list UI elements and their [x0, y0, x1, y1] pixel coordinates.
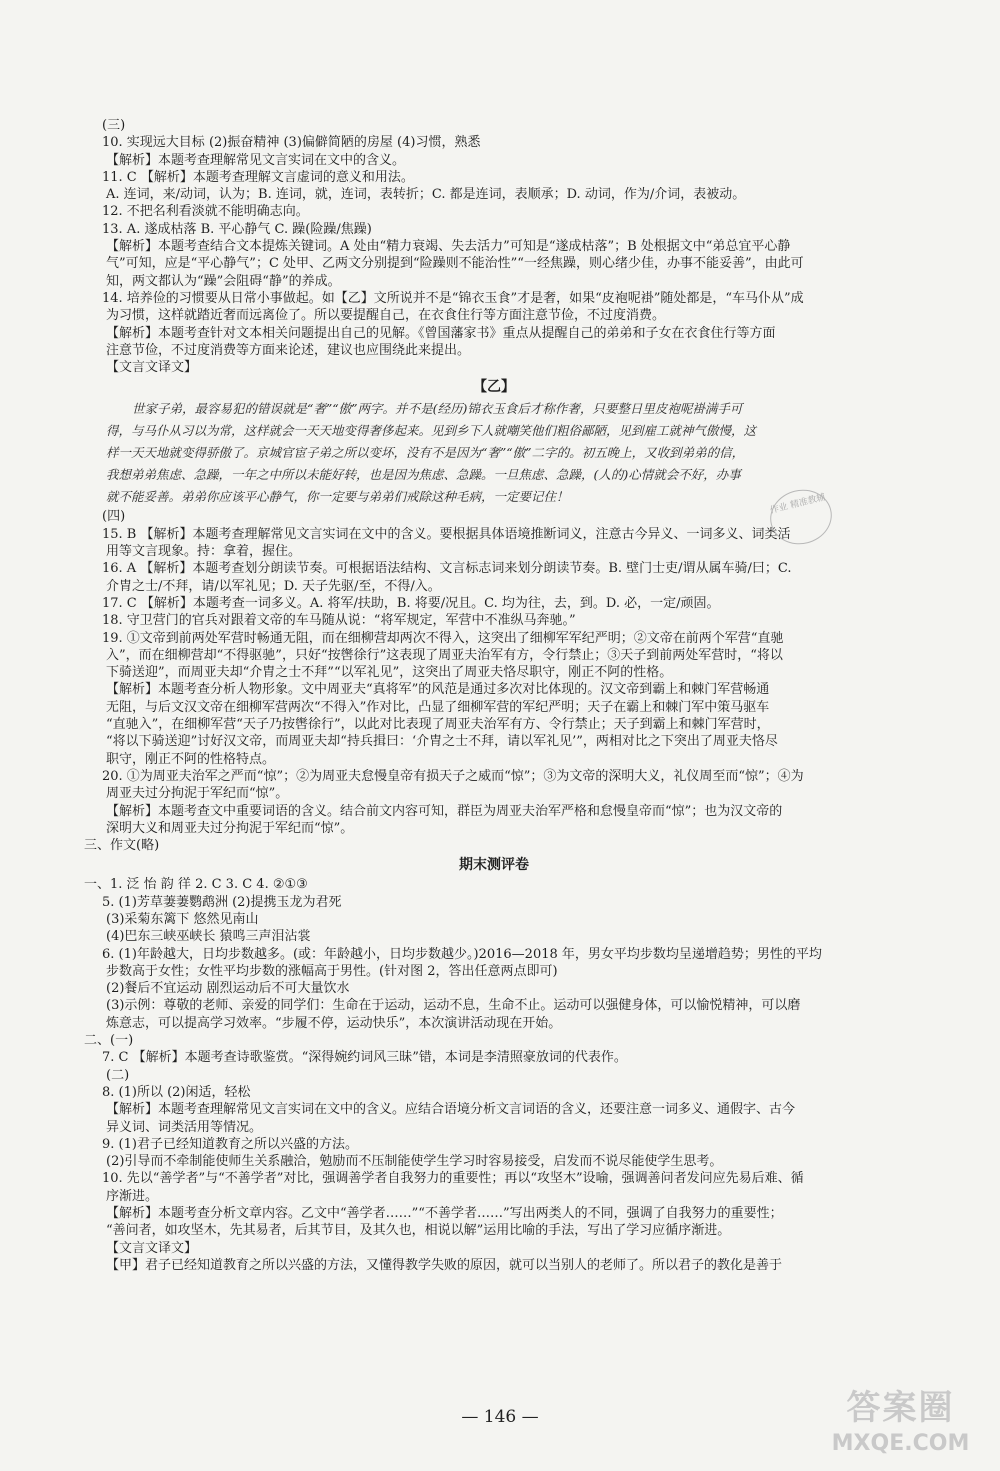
watermark-logo-icon: 答案圈: [846, 1388, 955, 1428]
answer-line: 8. (1)所以 (2)闲适，轻松: [102, 1084, 251, 1100]
answer-line: 【解析】本题考查分析人物形象。文中周亚夫“真将军”的风范是通过多次对比体现的。汉文帝到霸上和棘门军营畅通: [106, 682, 770, 698]
translation-line: 世家子弟，最容易犯的错误就是“奢”“傲”两字。并不是(经历)锦衣玉食后才称作奢，只要整日里皮袍呢褂满手可: [132, 401, 743, 417]
answer-line: 介胄之士/不拜，请/以军礼见；D. 天子先驱/至，不得/入。: [106, 578, 441, 594]
answer-line: 20. ①为周亚夫治军之严而“惊”；②为周亚夫怠慢皇帝有损天子之威而“惊”；③为文帝的深明大义，礼仪周至而“惊”；④为: [102, 768, 804, 784]
answer-line: 11. C 【解析】本题考查理解文言虚词的意义和用法。: [102, 169, 414, 185]
answer-line: 19. ①文帝到前两处军营时畅通无阻，而在细柳营却两次不得入，这突出了细柳军军纪严明；②文帝在前两个军营“直驰: [102, 630, 784, 646]
site-watermark: [813, 1385, 988, 1463]
stamp-logo: 作业 精准教辅: [764, 483, 837, 550]
answer-line: 【解析】本题考查理解常见文言实词在文中的含义。应结合语境分析文言词语的含义，还要注意一词多义、通假字、古今: [106, 1102, 796, 1118]
answer-line: 步数高于女性；女性平均步数的涨幅高于男性。(针对图 2，答出任意两点即可): [106, 963, 558, 979]
answer-line: 入”，而在细柳营却“不得驱驰”，只好“按辔徐行”这表现了周亚夫治军有方，令行禁止；③天子到前两处军营时，“将以: [106, 647, 783, 663]
answer-line: 周亚夫过分拘泥于军纪而“惊”。: [106, 786, 289, 802]
answer-line: “将以下骑送迎”讨好汉文帝，而周亚夫却“持兵揖曰：‘介胄之士不拜，请以军礼见’”，两相对比之下突出了周亚夫恪尽: [106, 734, 778, 750]
answer-line: (3)采菊东篱下 悠然见南山: [106, 911, 259, 927]
answer-line: 一、1. 泛 怡 韵 徉 2. C 3. C 4. ②①③: [84, 877, 308, 893]
answer-line: 序渐进。: [106, 1188, 159, 1204]
answer-content: [84, 117, 904, 1274]
answer-line: 注意节俭，不过度消费等方面来论述，建议也应围绕此来提出。: [106, 342, 471, 358]
answer-line: 16. A 【解析】本题考查划分朗读节奏。可根据语法结构、文言标志词来划分朗读节奏。B. 壁门士吏/谓从属车骑/曰；C.: [102, 561, 792, 577]
answer-line: (3)示例：尊敬的老师、亲爱的同学们：生命在于运动，运动不息，生命不止。运动可以强健身体，可以愉悦精神，可以磨: [106, 998, 801, 1014]
answer-line: 三、作文(略): [84, 838, 160, 854]
answer-line: 10. 实现远大目标 (2)振奋精神 (3)偏僻简陋的房屋 (4)习惯，熟悉: [102, 135, 481, 151]
watermark-url: MXQE.COM: [831, 1431, 970, 1456]
exam-title: 期末测评卷: [459, 857, 529, 874]
answer-line: 18. 守卫营门的官兵对跟着文帝的车马随从说：“将军规定，军营中不准纵马奔驰。”: [102, 613, 576, 629]
answer-line: 【甲】君子已经知道教育之所以兴盛的方法，又懂得教学失败的原因，就可以当别人的老师了。所以君子的教化是善于: [106, 1257, 783, 1273]
answer-line: 10. 先以“善学者”与“不善学者”对比，强调善学者自我努力的重要性；再以“攻坚木”设喻，强调善问者发问应先易后难、循: [102, 1171, 804, 1187]
answer-line: 12. 不把名利看淡就不能明确志向。: [102, 204, 309, 220]
translation-line: 就不能妥善。弟弟你应该平心静气，你一定要与弟弟们戒除这种毛病，一定要记住！: [106, 489, 569, 505]
answer-line: 下骑送迎”，而周亚夫却“介胄之士不拜”“以军礼见”，这突出了周亚夫恪尽职守，刚正不阿的性格。: [106, 665, 673, 681]
answer-line: 15. B 【解析】本题考查理解常见文言实词在文中的含义。要根据具体语境推断词义，注意古今异义、一词多义、词类活: [102, 526, 791, 542]
answer-line: 5. (1)芳草萋萋鹦鹉洲 (2)提携玉龙为君死: [102, 894, 342, 910]
final-exam-answers: [84, 876, 904, 1274]
answer-line: 气”可知，应是“平心静气”；C 处甲、乙两文分别提到“险躁则不能治性”“一经焦躁，则心绪少佳，办事不能妥善”，由此可: [106, 256, 804, 272]
answer-line: “直驰入”，在细柳军营“天子乃按辔徐行”，以此对比表现了周亚夫治军有方、令行禁止；天子到霸上和棘门军营时，: [106, 717, 770, 733]
answer-line: 炼意志，可以提高学习效率。“步履不停，运动快乐”，本次演讲活动现在开始。: [106, 1015, 562, 1031]
answer-line: 【解析】本题考查分析文章内容。乙文中“善学者……”“不善学者……”写出两类人的不同，强调了自我努力的重要性；: [106, 1206, 783, 1222]
section-3-answers: [84, 117, 904, 376]
translation-line: 我想弟弟焦虑、急躁，一年之中所以未能好转，也是因为焦虑、急躁。一旦焦虑、急躁，(人的)心情就会不好，办事: [106, 467, 741, 483]
answer-line: 知，两文都认为“躁”会阻碍“静”的养成。: [106, 273, 341, 289]
page-number: — 146 —: [461, 1407, 539, 1427]
answer-line: 为习惯，这样就踏近奢而远离俭了。所以要提醒自己，在衣食住行等方面注意节俭，不过度消费。: [106, 308, 666, 324]
answer-line: 职守，刚正不阿的性格特点。: [106, 751, 276, 767]
answer-line: (四): [102, 509, 126, 525]
answer-line: 【解析】本题考查理解常见文言实词在文中的含义。: [106, 152, 406, 168]
translation-line: 得，与马仆从习以为常，这样就会一天天地变得奢侈起来。见到乡下人就嘲笑他们粗俗鄙陋，见到雇工就神气傲慢，这: [106, 423, 757, 439]
answer-line: 深明大义和周亚夫过分拘泥于军纪而“惊”。: [106, 820, 354, 836]
answer-line: 【文言文译文】: [106, 1240, 198, 1256]
answer-line: 异义词、词类活用等情况。: [106, 1119, 263, 1135]
answer-line: (2)餐后不宜运动 剧烈运动后不可大量饮水: [106, 981, 350, 997]
answer-line: 二、(一): [84, 1033, 134, 1049]
answer-line: (4)巴东三峡巫峡长 猿鸣三声泪沾裳: [106, 929, 311, 945]
answer-line: 【解析】本题考查文中重要词语的含义。结合前文内容可知，群臣为周亚夫治军严格和怠慢皇帝而“惊”；也为汉文帝的: [106, 803, 783, 819]
classical-translation: [84, 398, 904, 508]
answer-line: (2)引导而不牵制能使师生关系融洽，勉励而不压制能使学生学习时容易接受，启发而不说尽能使学生思考。: [106, 1154, 723, 1170]
answer-line: 14. 培养俭的习惯要从日常小事做起。如【乙】文所说并不是“锦衣玉食”才是奢，如果“皮袍呢褂”随处都是，“车马仆从”成: [102, 290, 804, 306]
answer-line: 用等文言现象。持：拿着，握住。: [106, 544, 302, 560]
translation-line: 样一天天地就变得骄傲了。京城官宦子弟之所以变坏，没有不是因为“奢”“傲”二字的。初五晚上，又收到弟弟的信，: [106, 445, 745, 461]
answer-line: 无阻，与后文汉文帝在细柳军营两次“不得入”作对比，凸显了细柳军营的军纪严明；天子在霸上和棘门军中策马驱车: [106, 699, 770, 715]
answer-line: 【解析】本题考查针对文本相关问题提出自己的见解。《曾国藩家书》重点从提醒自己的弟弟和子女在衣食住行等方面: [106, 325, 776, 341]
answer-line: (三): [102, 118, 126, 133]
answer-line: (二): [106, 1067, 130, 1083]
translation-heading: 【乙】: [473, 379, 515, 396]
answer-line: A. 连词，来/动词，认为；B. 连词，就，连词，表转折；C. 都是连词，表顺承；D. 动词，作为/介词，表被动。: [106, 187, 746, 203]
answer-line: 6. (1)年龄越大，日均步数越多。(或：年龄越小，日均步数越少。)2016—2018 年，男女平均步数均呈递增趋势；男性的平均: [102, 946, 822, 962]
answer-line: 【解析】本题考查结合文本提炼关键词。A 处由“精力衰竭、失去活力”可知是“遂成枯落”；B 处根据文中“弟总宜平心静: [106, 239, 791, 255]
answer-line: 17. C 【解析】本题考查一词多义。A. 将军/扶助，B. 将要/况且。C. 均为往，去，到。D. 必，一定/顽固。: [102, 595, 720, 611]
section-4-answers: [84, 508, 904, 854]
answer-line: 7. C 【解析】本题考查诗歌鉴赏。“深得婉约词风三昧”错，本词是李清照豪放词的代表作。: [102, 1050, 627, 1066]
answer-line: “善问者，如攻坚木，先其易者，后其节目，及其久也，相说以解”运用比喻的手法，写出了学习应循序渐进。: [106, 1223, 731, 1239]
answer-line: 9. (1)君子已经知道教育之所以兴盛的方法。: [102, 1136, 358, 1152]
answer-line: 【文言文译文】: [106, 360, 198, 376]
answer-line: 13. A. 遂成枯落 B. 平心静气 C. 躁(险躁/焦躁): [102, 221, 372, 237]
